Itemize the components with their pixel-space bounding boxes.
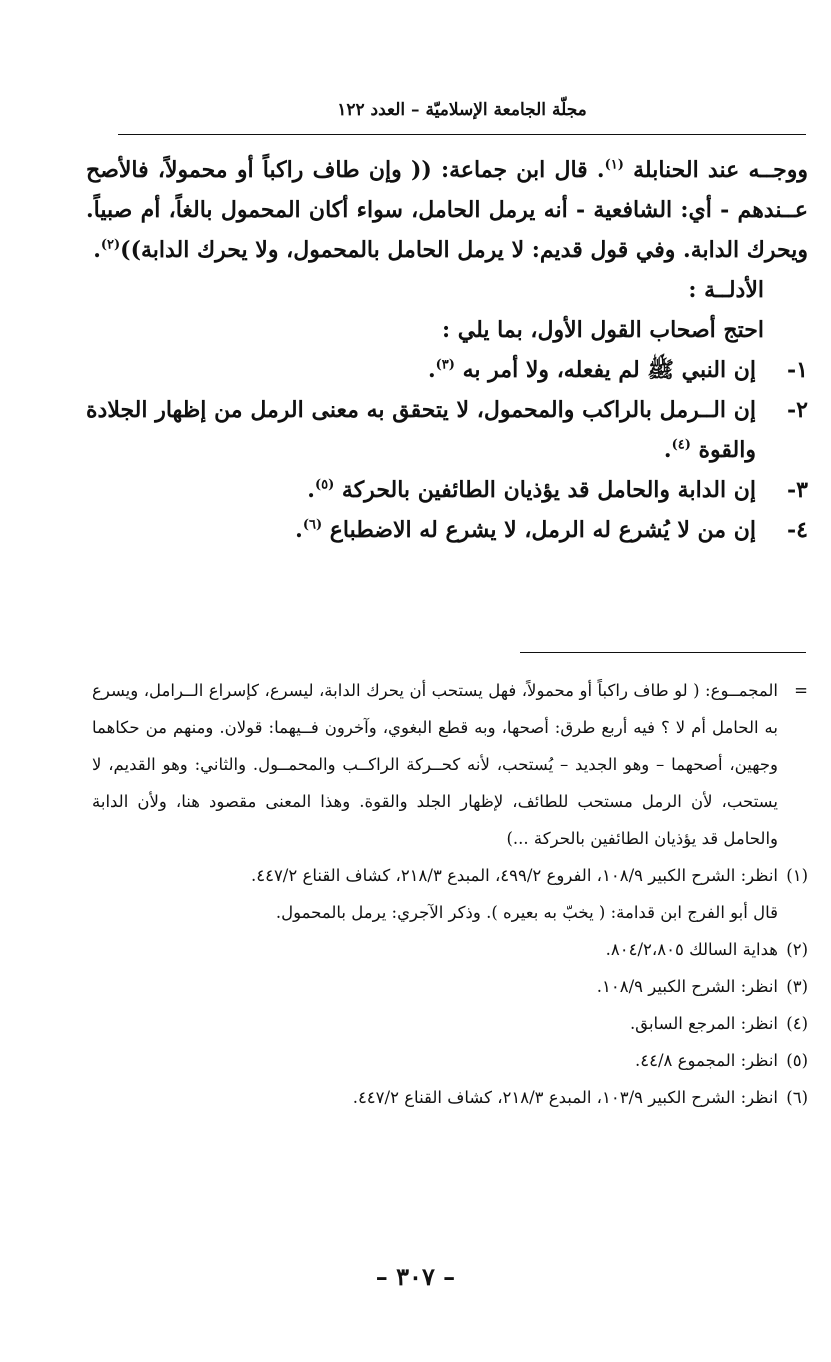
footnote-mark: (٦) (786, 1088, 808, 1107)
footnote-ref: (٢) (100, 237, 121, 253)
footnote-mark: (١) (786, 866, 808, 885)
footnotes (92, 672, 808, 1116)
item-text (86, 470, 756, 510)
footnote-ref: (٣) (435, 357, 455, 373)
footnote-text: قال أبو الفرج ابن قدامة: ( يخبّ به بعيره ). وذكر الآجري: يرمل بالمحمول. (275, 903, 778, 922)
footnote-text: هداية السالك ٨٠٤/٢،٨٠٥. (605, 940, 778, 959)
item-number: ٢- (787, 397, 808, 423)
footnote-mark: (٣) (786, 977, 808, 996)
footnote-text: المجمــوع: ( لو طاف راكباً أو محمولاً، فهل يستحب أن يحرك الدابة، ليسرع، كإسراع الــرامل، ويسرع به الحامل أم لا ؟ فيه أربع طرق: أصحها، وبه قطع البغوي، وآخرون فــيهما: قولان. ومنهم من حكاهما وجهين، أصحهما – وهو الجديد – يُستحب، لأنه كحــركة الراكــب والمحمــول. والثاني: وهو القديم، لا يستحب، لأن الرمل مستحب للطائف، لإظهار الجلد والقوة. وهذا المعنى مقصود هنا، ولأن الدابة والحامل قد يؤذيان الطائفين بالحركة ...) (92, 681, 778, 848)
item-text (86, 510, 756, 550)
footnote-ref: (٦) (302, 517, 323, 533)
footnote-continuation (92, 672, 808, 857)
footnote-item (92, 1042, 808, 1079)
footnote-mark: (٢) (786, 940, 808, 959)
item-number: ١- (787, 357, 808, 383)
evidence-intro: احتج أصحاب القول الأول، بما يلي : (442, 317, 764, 343)
item-number: ٣- (787, 477, 808, 503)
running-header: مجلّة الجامعة الإسلاميّة – العدد ١٢٢ (337, 100, 587, 120)
item-body: إن من لا يُشرع له الرمل، لا يشرع له الاضطباع (329, 517, 756, 543)
item-end: . (307, 477, 315, 503)
footnote-item (92, 931, 808, 968)
continuation-mark: = (794, 681, 808, 700)
footnote-item (92, 1079, 808, 1116)
footnote-text: انظر: الشرح الكبير ١٠٨/٩. (596, 977, 778, 996)
footnote-ref: (١) (604, 157, 624, 173)
item-body: إن النبي ﷺ لم يفعله، ولا أمر به (462, 357, 756, 383)
evidence-item (86, 390, 808, 470)
item-text (86, 350, 756, 390)
evidence-item (86, 470, 808, 510)
footnote-text: انظر: الشرح الكبير ١٠٣/٩، المبدع ٢١٨/٣، كشاف القناع ٤٤٧/٢. (352, 1088, 778, 1107)
footnote-text: انظر: المجموع ٤٤/٨. (635, 1051, 778, 1070)
footnote-item (92, 968, 808, 1005)
footnote-mark: (٥) (786, 1051, 808, 1070)
evidence-heading: الأدلــة : (688, 277, 764, 303)
header-rule (118, 134, 806, 135)
evidence-item (86, 510, 808, 550)
item-number: ٤- (787, 517, 808, 543)
page-number: – ٣٠٧ – (375, 1262, 456, 1291)
footnote-mark: (٤) (786, 1014, 808, 1033)
item-body: إن الــرمل بالراكب والمحمول، لا يتحقق به معنى الرمل من إظهار الجلادة والقوة (86, 397, 756, 463)
item-end: . (663, 437, 672, 463)
paragraph-end: . (93, 237, 101, 263)
footnote-ref: (٤) (671, 437, 691, 453)
footnote-text: انظر: المرجع السابق. (629, 1014, 778, 1033)
main-text (86, 150, 808, 550)
footnote-item (92, 1005, 808, 1042)
footnote-ref: (٥) (314, 477, 335, 493)
paragraph-body: . قال ابن جماعة: (( وإن طاف راكباً أو محمولاً، فالأصح عــندهم - أي: الشافعية - أنه يرمل الحامل، سواء أكان المحمول بالغاً، أم صبياً. ويحرك الدابة. وفي قول قديم: لا يرمل الحامل بالمحمول، ولا يحرك الدابة)) (86, 157, 808, 263)
evidence-item (86, 350, 808, 390)
item-body: إن الدابة والحامل قد يؤذيان الطائفين بالحركة (341, 477, 756, 503)
footnote-text: انظر: الشرح الكبير ١٠٨/٩، الفروع ٤٩٩/٢، المبدع ٢١٨/٣، كشاف القناع ٤٤٧/٢. (250, 866, 778, 885)
footnote-rule (520, 652, 806, 653)
item-end: . (295, 517, 303, 543)
opening-paragraph (86, 150, 808, 270)
item-end: . (427, 357, 436, 383)
item-text (86, 390, 756, 470)
paragraph-start: ووجــه عند الحنابلة (633, 157, 808, 183)
footnote-item (92, 857, 808, 894)
